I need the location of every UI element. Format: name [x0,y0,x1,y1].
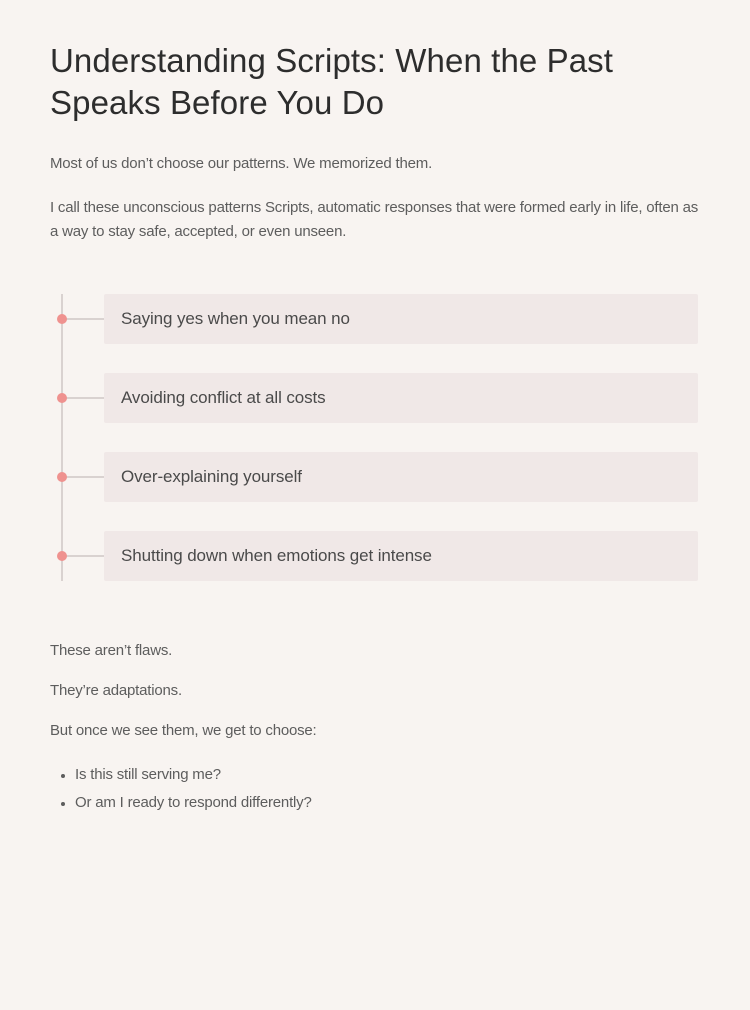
timeline-connector-line [62,318,104,320]
timeline-item [50,531,700,581]
intro-section [50,152,700,244]
article-page [0,40,750,817]
reflection-questions-list [50,761,700,817]
closing-paragraph: They’re adaptations. [50,682,182,699]
closing-paragraph: But once we see them, we get to choose: [50,722,317,739]
script-timeline [50,294,700,581]
timeline-connector-line [62,397,104,399]
intro-paragraph: Most of us don’t choose our patterns. We memorized them. [50,155,433,172]
timeline-dot-icon [57,393,67,403]
timeline-card [104,373,698,423]
timeline-card [104,294,698,344]
timeline-card [104,452,698,502]
timeline-item [50,294,700,344]
timeline-item [50,452,700,502]
timeline-card-label: Avoiding conflict at all costs [121,388,326,407]
timeline-dot-icon [57,314,67,324]
timeline-card [104,531,698,581]
list-item: • Or am I ready to respond differently? [75,789,700,817]
timeline-connector-line [62,555,104,557]
timeline-dot-icon [57,472,67,482]
list-item: • Is this still serving me? [75,761,700,789]
timeline-rows [50,294,700,581]
timeline-card-label: Over‑explaining yourself [121,467,302,486]
closing-section [50,639,700,743]
timeline-dot-icon [57,551,67,561]
timeline-item [50,373,700,423]
timeline-connector-line [62,476,104,478]
timeline-card-label: Shutting down when emotions get intense [121,546,432,565]
timeline-card-label: Saying yes when you mean no [121,309,350,328]
page-title: Understanding Scripts: When the Past Speaks Before You Do [50,42,614,121]
closing-paragraph: These aren’t flaws. [50,642,173,659]
intro-paragraph: I call these unconscious patterns Scripts, automatic responses that were formed early in life, often as a way to stay safe, accepted, or even unseen. [50,199,699,240]
